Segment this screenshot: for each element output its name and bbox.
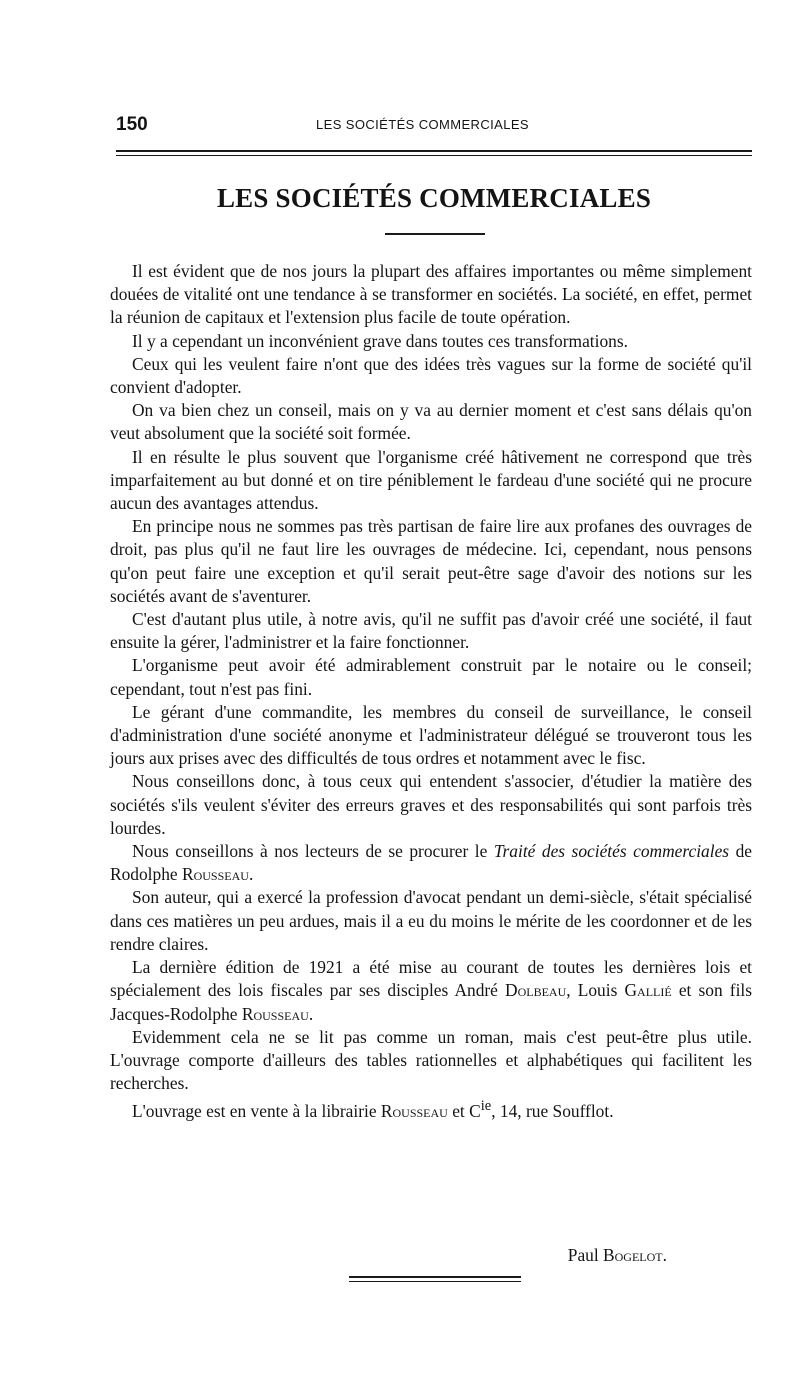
book-title: Traité des sociétés commerciales bbox=[493, 841, 730, 862]
running-head bbox=[116, 114, 752, 140]
author-name: Rousseau bbox=[181, 864, 249, 885]
publisher-name: Rousseau bbox=[380, 1101, 448, 1122]
signature-surname: Bogelot bbox=[603, 1245, 663, 1265]
paragraph: Evidemment cela ne se lit pas comme un roman, mais c'est peut-être plus utile. L'ouvrage comporte d'ailleurs des tables rationnelles et alphabétiques qui facilitent les recherches. bbox=[110, 1026, 752, 1094]
title-rule bbox=[385, 233, 485, 235]
disciple-name: Rousseau bbox=[241, 1003, 309, 1024]
paragraph: Son auteur, qui a exercé la profession d'avocat pendant un demi-siècle, s'était spécialisé dans ces matières un peu ardues, mais il a eu du moins le mérite de les coordonner et de les rendre claires. bbox=[110, 887, 752, 954]
article-title: LES SOCIÉTÉS COMMERCIALES bbox=[216, 183, 652, 213]
paragraph: On va bien chez un conseil, mais on y va au dernier moment et c'est sans délais qu'on veut absolument que la société soit formée. bbox=[110, 400, 752, 444]
paragraph: En principe nous ne sommes pas très partisan de faire lire aux profanes des ouvrages de droit, pas plus qu'il ne faut lire les ouvrages de médecine. Ici, cependant, nous pensons qu'on peut faire une exception et qu'il serait peut-être sage d'avoir des notions sur les sociétés avant de s'aventurer. bbox=[110, 516, 752, 606]
disciple-name: Dolbeau bbox=[505, 980, 567, 1001]
paragraph: Ceux qui les veulent faire n'ont que des idées très vagues sur la forme de société qu'il convient d'adopter. bbox=[110, 353, 752, 398]
disciple-name: Gallié bbox=[624, 980, 672, 1001]
paragraph: Le gérant d'une commandite, les membres du conseil de surveillance, le conseil d'administration d'une société anonyme et l'administrateur délégué se trouveront tous les jours aux prises avec des difficultés de tous ordres et notamment avec le fisc. bbox=[110, 701, 752, 769]
page-number: 150 bbox=[116, 114, 148, 135]
paragraph: C'est d'autant plus utile, à notre avis, qu'il ne suffit pas d'avoir créé une société, il faut ensuite la gérer, l'administrer et la faire fonctionner. bbox=[110, 609, 752, 653]
paragraph-edition: La dernière édition de 1921 a été mise au courant de toutes les dernières lois et spécialement des lois fiscales par ses disciples André Dolbeau, Louis Gallié et son fils Jacques-Rodolphe Rousseau. bbox=[110, 957, 752, 1024]
paragraph: Il en résulte le plus souvent que l'organisme créé hâtivement ne correspond que très imparfaitement au but donné et on tire péniblement le fardeau d'une société qui ne procure aucun des avantages attendus. bbox=[110, 446, 752, 514]
header-rule-thin bbox=[116, 155, 752, 156]
paragraph: L'organisme peut avoir été admirablement construit par le notaire ou le conseil; cependant, tout n'est pas fini. bbox=[110, 655, 752, 699]
header-rule-thick bbox=[116, 150, 752, 152]
running-title: LES SOCIÉTÉS COMMERCIALES bbox=[316, 117, 529, 132]
paragraph: Il est évident que de nos jours la plupart des affaires importantes ou même simplement douées de vitalité ont une tendance à se transformer en sociétés. La société, en effet, permet la réunion de capitaux et l'extension plus facile de toute opération. bbox=[110, 261, 752, 328]
paragraph-publisher: L'ouvrage est en vente à la librairie Rousseau et $C^{ie}$, 14, rue Soufflot. bbox=[132, 1098, 614, 1122]
end-rule bbox=[349, 1276, 521, 1278]
paragraph-book-recommendation: Nous conseillons à nos lecteurs de se procurer le Traité des sociétés commerciales de Rodolphe Rousseau. bbox=[110, 841, 752, 885]
paragraph: Il y a cependant un inconvénient grave dans toutes ces transformations. bbox=[132, 330, 628, 351]
end-rule bbox=[349, 1281, 521, 1282]
article-body bbox=[110, 260, 752, 1123]
paragraph: Nous conseillons donc, à tous ceux qui entendent s'associer, d'étudier la matière des sociétés s'ils veulent s'éviter des erreurs graves et des responsabilités qui sont parfois très lourdes. bbox=[110, 771, 752, 838]
signature: Paul Bogelot. bbox=[567, 1245, 667, 1265]
